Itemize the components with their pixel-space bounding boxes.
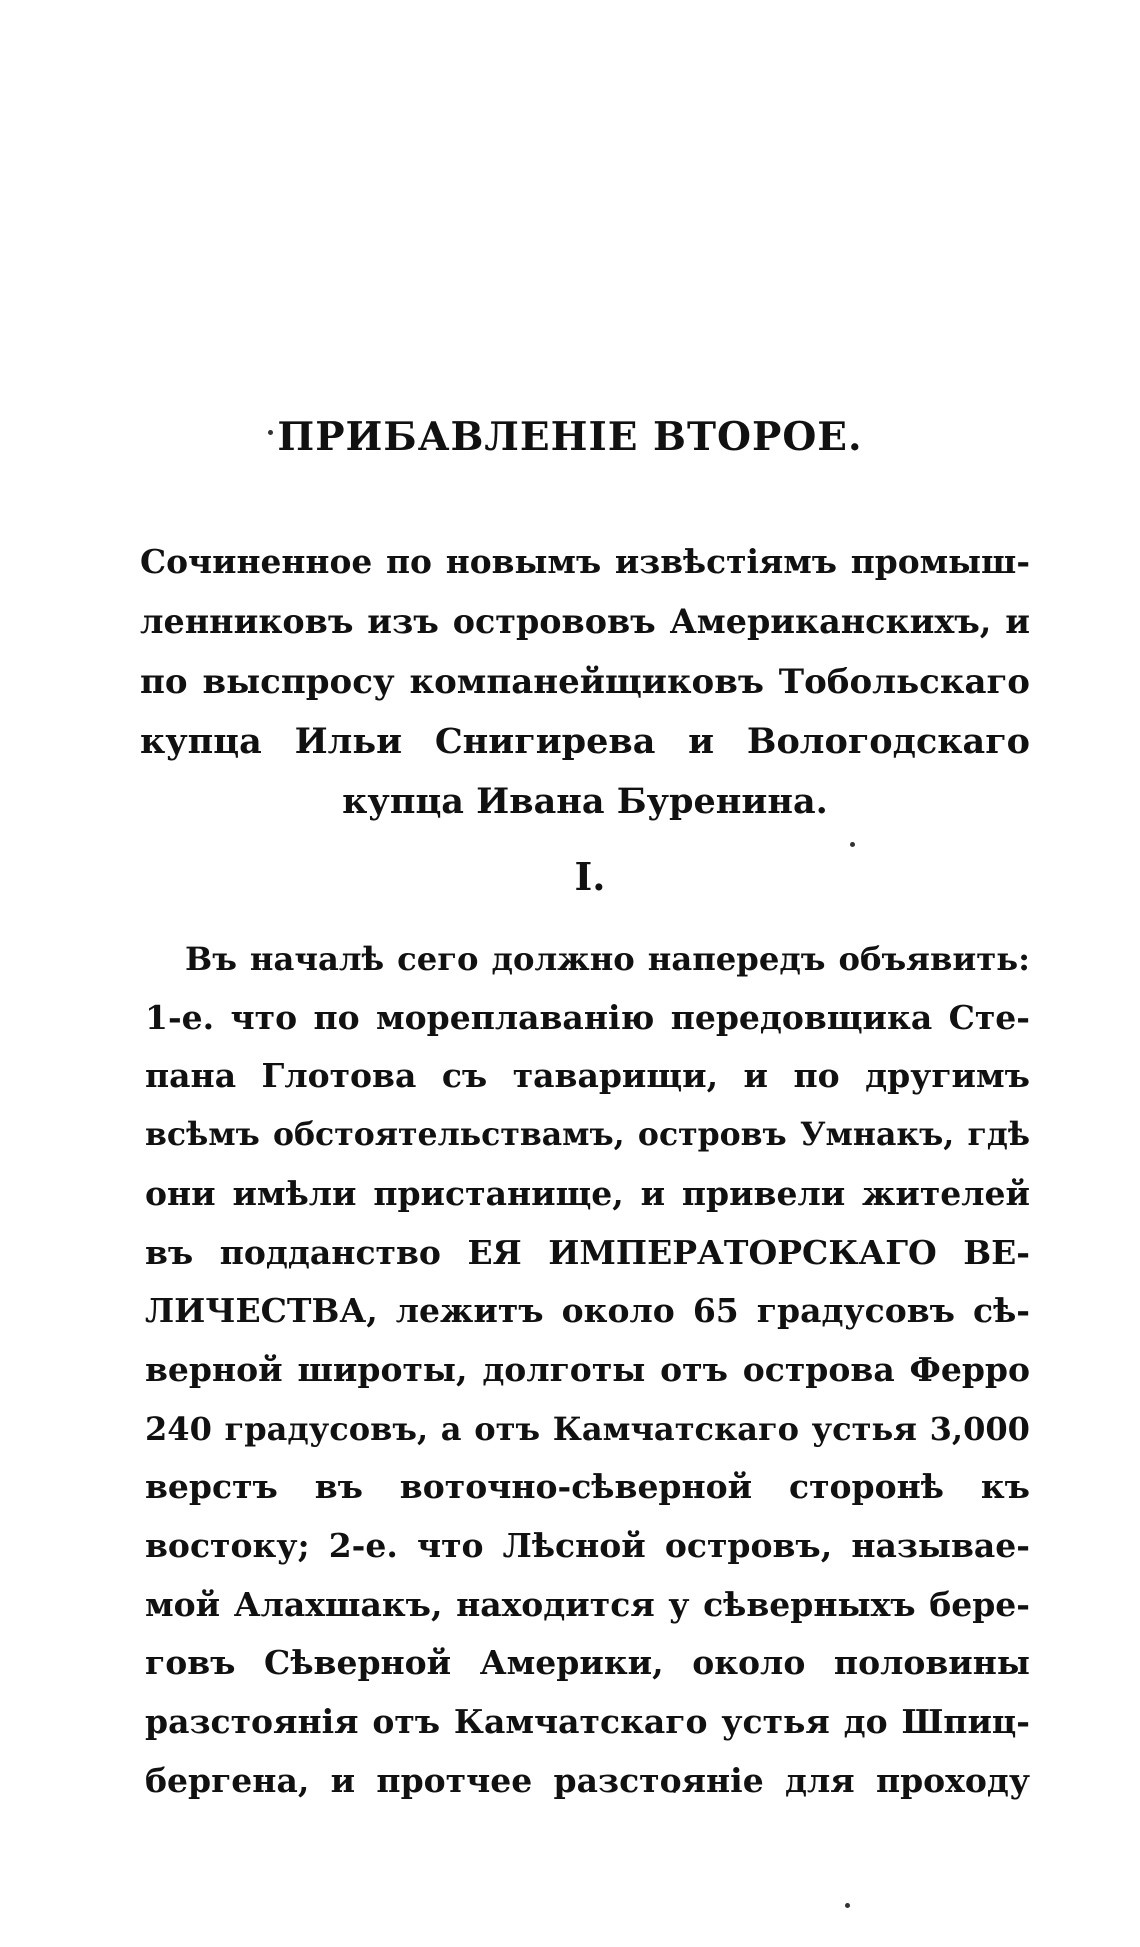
body-paragraph — [145, 930, 1030, 1811]
subtitle-line: по выспросу компанейщиковъ Тобольскаго — [140, 662, 1030, 702]
body-line: Въ началѣ сего должно напередъ объявить: — [185, 940, 1030, 978]
subtitle-line: купца Ивана Буренина. — [342, 781, 828, 822]
body-line: мой Алахшакъ, находится у сѣверныхъ бере- — [145, 1584, 1030, 1624]
body-line: верной широты, долготы отъ острова Ферро — [145, 1349, 1030, 1389]
section-number: I. — [574, 854, 606, 899]
body-line: 240 градусовъ, а отъ Камчатскаго устья 3,000 — [145, 1409, 1030, 1448]
body-line: въ подданство ЕЯ ИМПЕРАТОРСКАГО ВЕ- — [145, 1232, 1030, 1272]
print-speck — [845, 1903, 850, 1908]
body-line: ЛИЧЕСТВА, лежитъ около 65 градусовъ сѣ- — [145, 1291, 1030, 1331]
body-line: они имѣли пристанище, и привели жителей — [145, 1173, 1030, 1213]
body-line: востоку; 2-е. что Лѣсной островъ, называе- — [145, 1526, 1030, 1566]
body-line: верстъ въ воточно-сѣверной сторонѣ къ — [145, 1467, 1030, 1507]
body-line: бергена, и протчее разстояніе для проходу — [145, 1760, 1030, 1800]
subtitle-block — [140, 532, 1030, 832]
subtitle-line: купца Ильи Снигирева и Вологодскаго — [140, 721, 1030, 762]
body-line: разстоянія отъ Камчатскаго устья до Шпиц- — [145, 1702, 1030, 1742]
subtitle-line: ленниковъ изъ острововъ Американскихъ, и — [140, 602, 1030, 641]
body-line: говъ Сѣверной Америки, около половины — [145, 1643, 1030, 1683]
body-line: 1-е. что по мореплаванію передовщика Сте- — [145, 997, 1030, 1037]
page-heading: ПРИБАВЛЕНІЕ ВТОРОЕ. — [277, 414, 863, 460]
body-line: всѣмъ обстоятельствамъ, островъ Умнакъ, гдѣ — [145, 1116, 1030, 1154]
body-line: пана Глотова съ таварищи, и по другимъ — [145, 1056, 1030, 1096]
print-speck — [850, 842, 855, 847]
subtitle-line: Сочиненное по новымъ извѣстіямъ промыш- — [140, 542, 1030, 581]
